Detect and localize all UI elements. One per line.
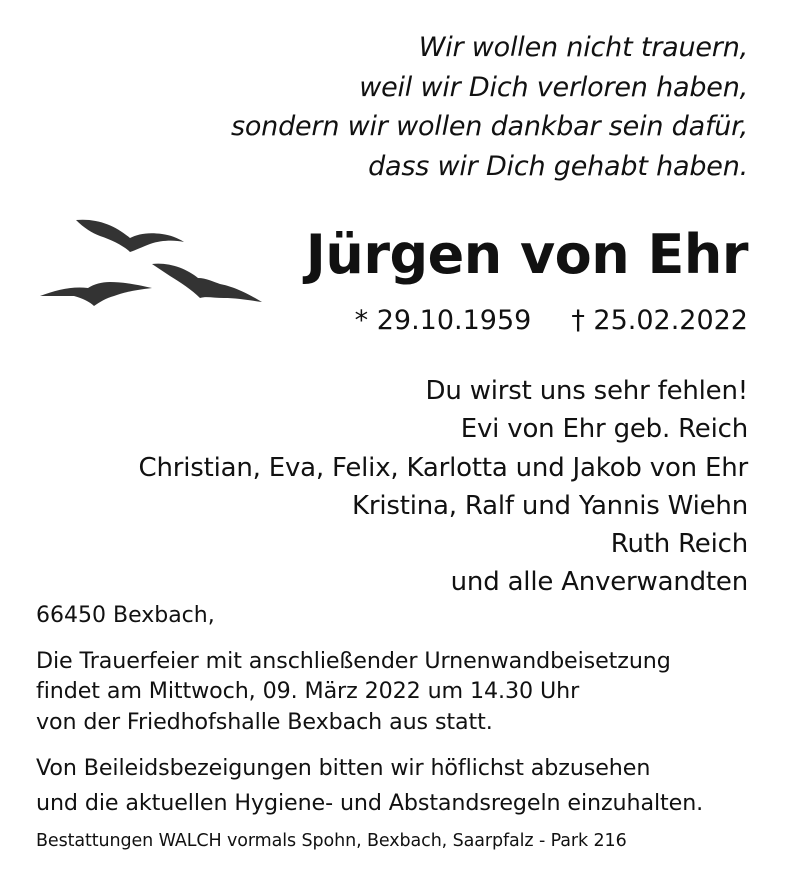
- family-line: Christian, Eva, Felix, Karlotta und Jakob von Ehr: [138, 452, 748, 483]
- ceremony-info: [36, 646, 671, 737]
- poem-line: dass wir Dich gehabt haben.: [368, 150, 748, 182]
- funeral-home-footer: Bestattungen WALCH vormals Spohn, Bexbach, Saarpfalz - Park 216: [36, 831, 627, 851]
- ceremony-line: Die Trauerfeier mit anschließender Urnenwandbeisetzung: [36, 648, 671, 674]
- poem-line: weil wir Dich verloren haben,: [359, 71, 748, 103]
- place: 66450 Bexbach,: [36, 603, 215, 628]
- bird-icon: [40, 282, 152, 306]
- poem-line: Wir wollen nicht trauern,: [418, 32, 748, 63]
- note-line: und die aktuellen Hygiene- und Abstandsregeln einzuhalten.: [36, 790, 704, 816]
- ceremony-line: findet am Mittwoch, 09. März 2022 um 14.30 Uhr: [36, 678, 580, 705]
- life-dates: [355, 303, 748, 339]
- ceremony-notes: [36, 751, 703, 821]
- family-line: Evi von Ehr geb. Reich: [460, 414, 748, 445]
- deceased-name: Jürgen von Ehr: [305, 223, 748, 286]
- bird-icon: [76, 220, 184, 252]
- poem-line: sondern wir wollen dankbar sein dafür,: [230, 111, 748, 142]
- poem: [231, 28, 748, 186]
- note-line: Von Beileidsbezeigungen bitten wir höflichst abzusehen: [36, 755, 651, 781]
- flying-birds-icon: [38, 212, 264, 312]
- family-line: Du wirst uns sehr fehlen!: [425, 376, 748, 406]
- family-line: Ruth Reich: [610, 529, 748, 560]
- family-signatures: [138, 372, 748, 602]
- birth-date: * 29.10.1959: [354, 305, 532, 336]
- death-date: † 25.02.2022: [571, 305, 748, 336]
- family-line: und alle Anverwandten: [450, 567, 748, 598]
- family-line: Kristina, Ralf und Yannis Wiehn: [351, 490, 748, 521]
- bird-icon: [152, 264, 262, 302]
- ceremony-line: von der Friedhofshalle Bexbach aus statt.: [36, 708, 493, 735]
